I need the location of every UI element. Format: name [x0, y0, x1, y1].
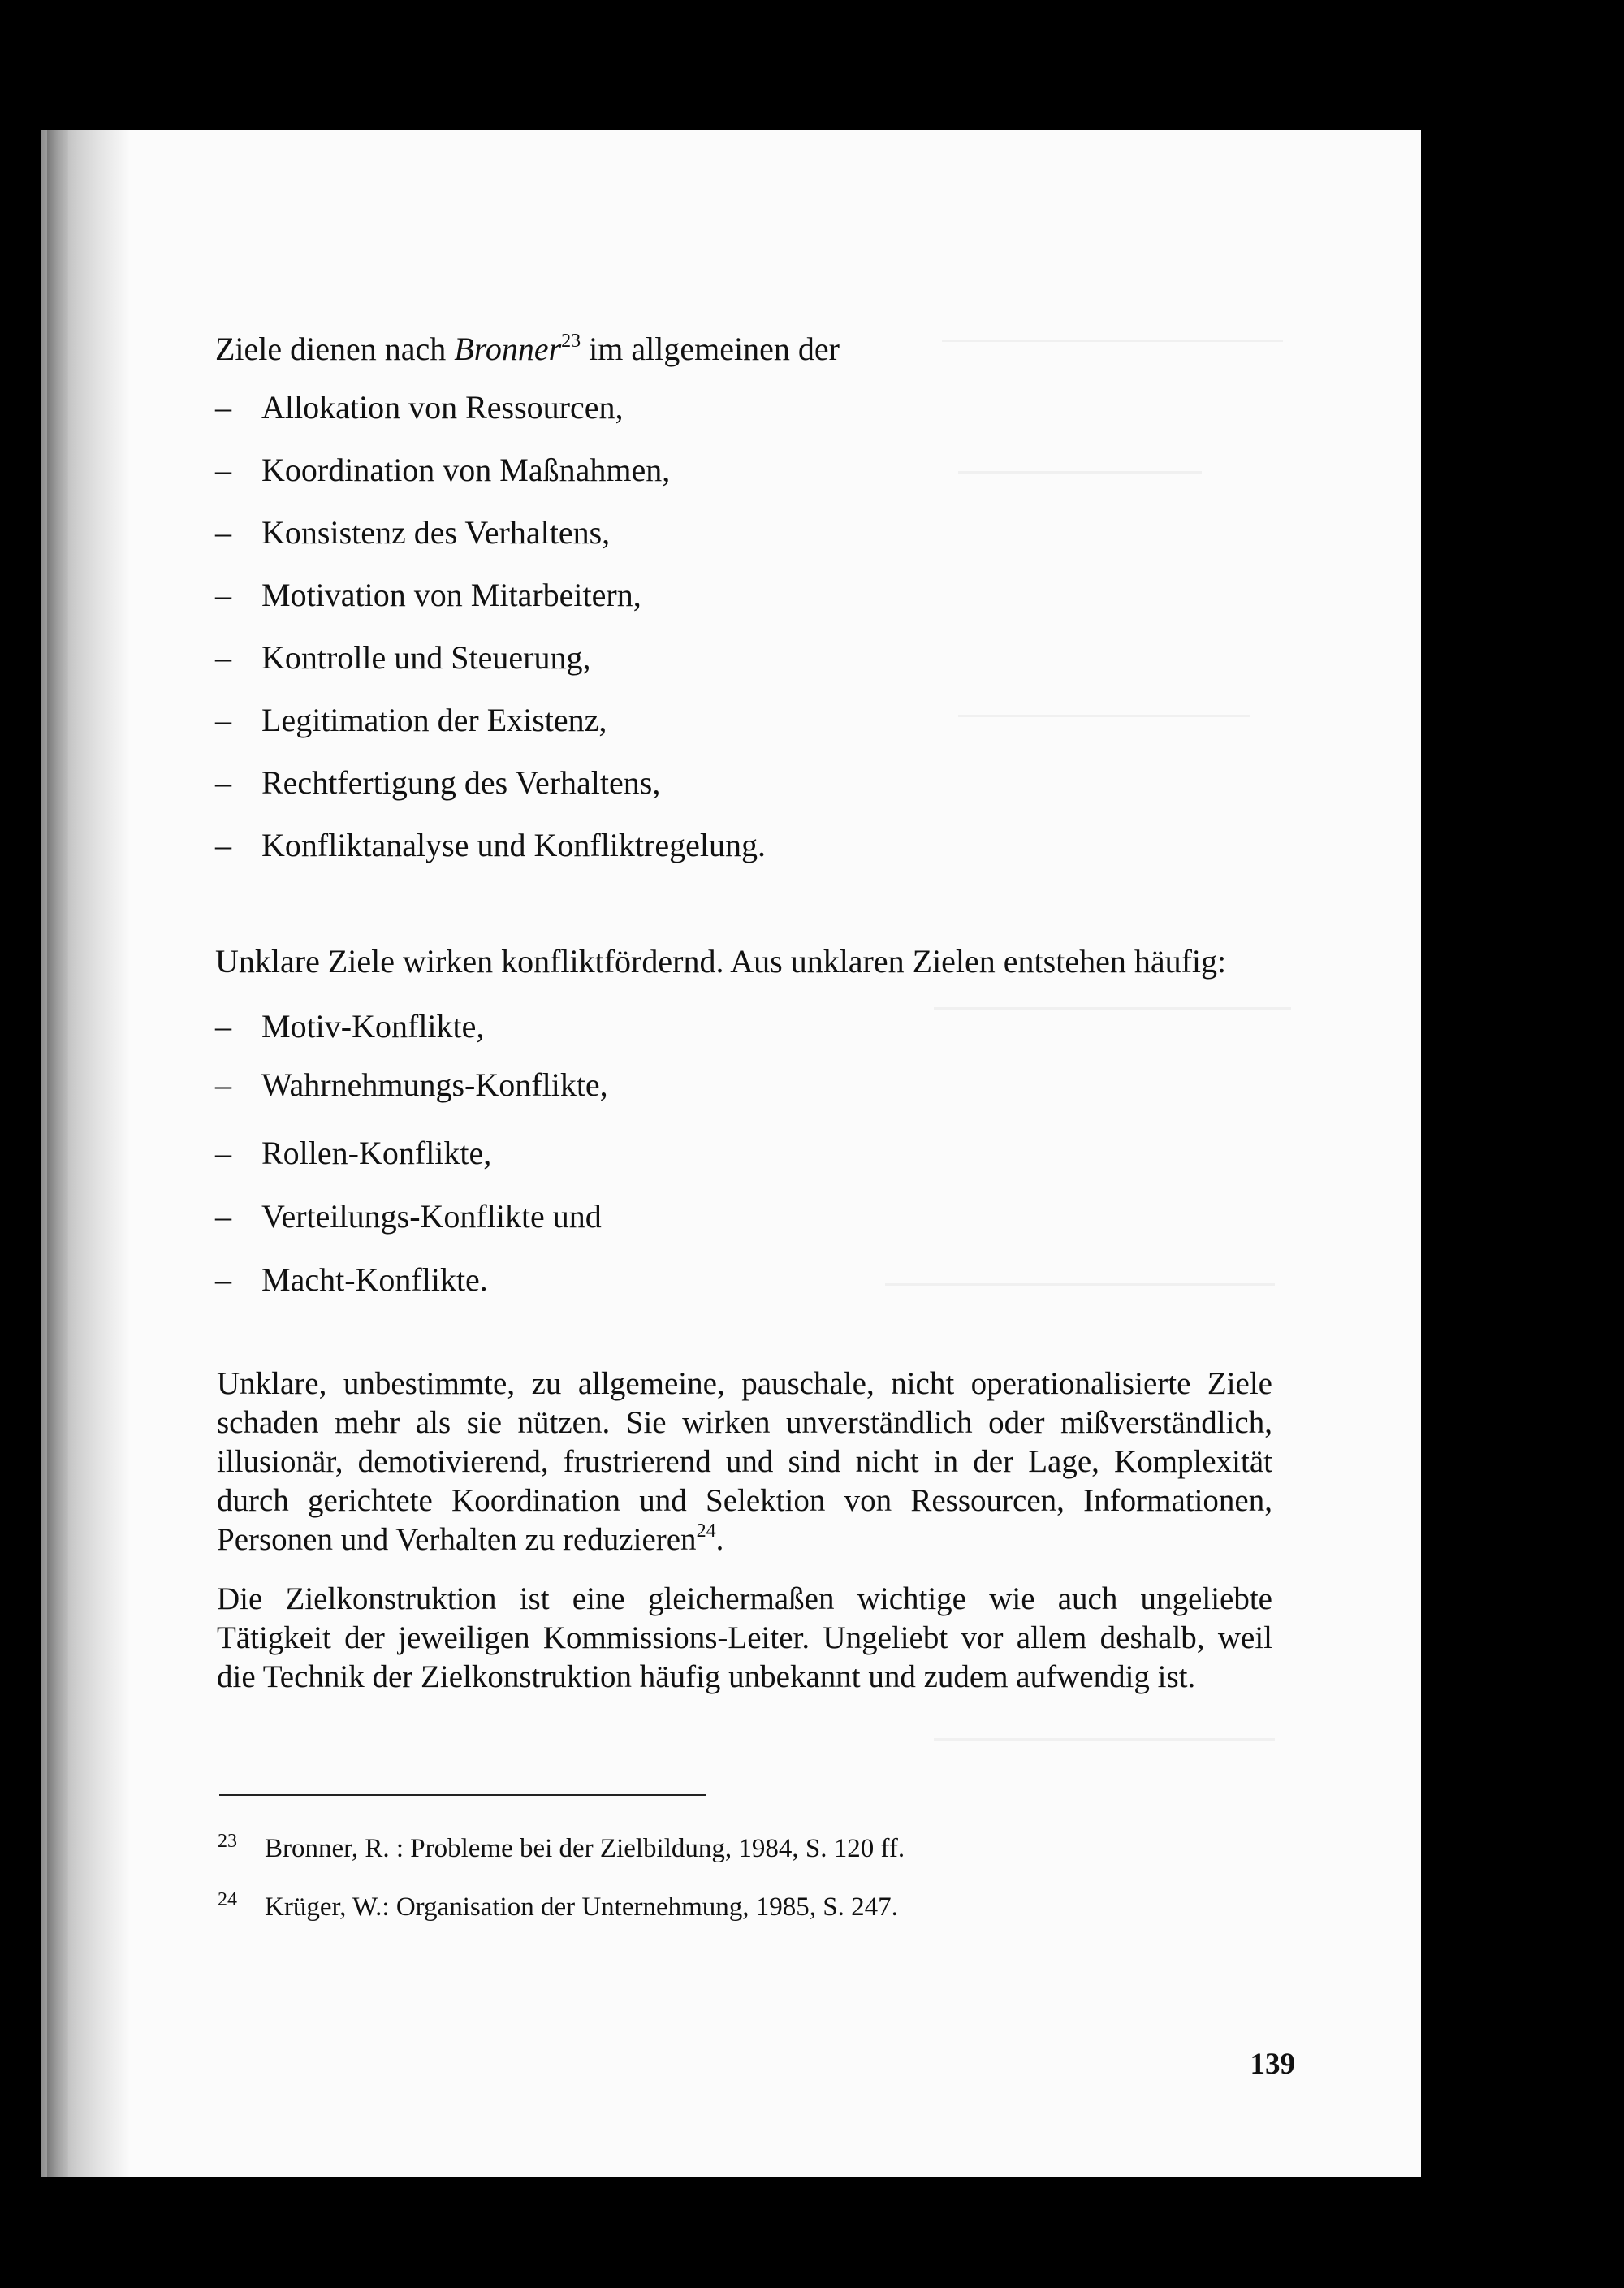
- footnote-number: 24: [218, 1889, 237, 1910]
- footnote-23: [218, 1831, 905, 1864]
- list-item-text: Macht-Konflikte.: [261, 1261, 488, 1298]
- list-item-text: Rechtfertigung des Verhaltens,: [261, 764, 661, 801]
- list-dash: –: [215, 1008, 231, 1045]
- footnote-24: [218, 1889, 898, 1923]
- list-item-text: Motiv-Konflikte,: [261, 1008, 485, 1045]
- list-dash: –: [215, 1261, 231, 1298]
- footnote-ref-24: 24: [696, 1520, 716, 1542]
- paragraph-conflicts-intro: Unklare Ziele wirken konfliktfördernd. Aus unklaren Zielen entstehen häufig:: [215, 943, 1227, 980]
- intro-text-before: Ziele dienen nach: [215, 331, 455, 367]
- footnote-text: Bronner, R. : Probleme bei der Zielbildung, 1984, S. 120 ff.: [265, 1834, 905, 1863]
- footnote-separator: [219, 1794, 706, 1796]
- intro-sentence: [215, 330, 840, 369]
- list-item: [215, 1197, 608, 1261]
- list-item-text: Verteilungs-Konflikte und: [261, 1198, 602, 1235]
- list-item-text: Rollen-Konflikte,: [261, 1135, 492, 1171]
- paragraph-end: .: [715, 1522, 724, 1557]
- list-item-text: Konfliktanalyse und Konfliktregelung.: [261, 827, 766, 863]
- list-dash: –: [215, 389, 231, 426]
- list-item: [215, 763, 766, 826]
- author-name: Bronner: [454, 331, 562, 367]
- list-item-text: Koordination von Maßnahmen,: [261, 452, 671, 488]
- list-dash: –: [215, 639, 231, 676]
- paragraph-unclear-goals: [217, 1365, 1272, 1559]
- list-dash: –: [215, 1135, 231, 1171]
- list-item: [215, 513, 766, 576]
- list-dash: –: [215, 514, 231, 551]
- list-item: [215, 1261, 608, 1324]
- footnote-ref-23: 23: [561, 331, 581, 352]
- list-item: [215, 1066, 608, 1134]
- list-item: [215, 576, 766, 638]
- binding-gutter: [41, 130, 130, 2177]
- list-item: [215, 1134, 608, 1197]
- list-dash: –: [215, 1066, 231, 1103]
- paragraph-text: Unklare, unbestimmte, zu allgemeine, pauschale, nicht operationalisierte Ziele schaden mehr als sie nützen. Sie wirken unverständlich oder mißverständlich, illusionär, demotivierend, frustrierend und sind nicht in der Lage, Komplexität durch gerichtete Koordination und Selektion von Ressourcen, Informationen, Personen und Verhalten zu reduzieren: [217, 1366, 1272, 1557]
- show-through: [942, 340, 1283, 342]
- paragraph-goal-construction: Die Zielkonstruktion ist eine gleichermaßen wichtige wie auch ungeliebte Tätigkeit der jeweiligen Kommissions-Leiter. Ungeliebt vor allem deshalb, weil die Technik der Zielkonstruktion häufig unbekannt und zudem aufwendig ist.: [217, 1581, 1272, 1694]
- footnote-number: 23: [218, 1831, 237, 1852]
- list-item: [215, 451, 766, 513]
- list-dash: –: [215, 764, 231, 801]
- list-dash: –: [215, 827, 231, 863]
- list-item: [215, 826, 766, 889]
- intro-text-after: im allgemeinen der: [581, 331, 840, 367]
- list-dash: –: [215, 1198, 231, 1235]
- binding-edge: [47, 130, 68, 2177]
- list-dash: –: [215, 577, 231, 613]
- list-item-text: Konsistenz des Verhaltens,: [261, 514, 611, 551]
- page-number: 139: [1250, 2048, 1295, 2081]
- footnote-text: Krüger, W.: Organisation der Unternehmung, 1985, S. 247.: [265, 1892, 898, 1922]
- conflict-types-list: [215, 1007, 608, 1324]
- list-item: [215, 701, 766, 763]
- show-through: [885, 1283, 1275, 1286]
- list-item-text: Motivation von Mitarbeitern,: [261, 577, 641, 613]
- show-through: [934, 1738, 1275, 1741]
- list-dash: –: [215, 452, 231, 488]
- list-item: [215, 388, 766, 451]
- list-item-text: Wahrnehmungs-Konflikte,: [261, 1066, 608, 1103]
- goal-functions-list: [215, 388, 766, 889]
- list-item-text: Kontrolle und Steuerung,: [261, 639, 591, 676]
- list-item-text: Allokation von Ressourcen,: [261, 389, 624, 426]
- list-item: [215, 1007, 608, 1066]
- list-dash: –: [215, 702, 231, 738]
- show-through: [934, 1007, 1291, 1010]
- show-through: [958, 715, 1250, 717]
- list-item: [215, 638, 766, 701]
- show-through: [958, 471, 1202, 474]
- list-item-text: Legitimation der Existenz,: [261, 702, 607, 738]
